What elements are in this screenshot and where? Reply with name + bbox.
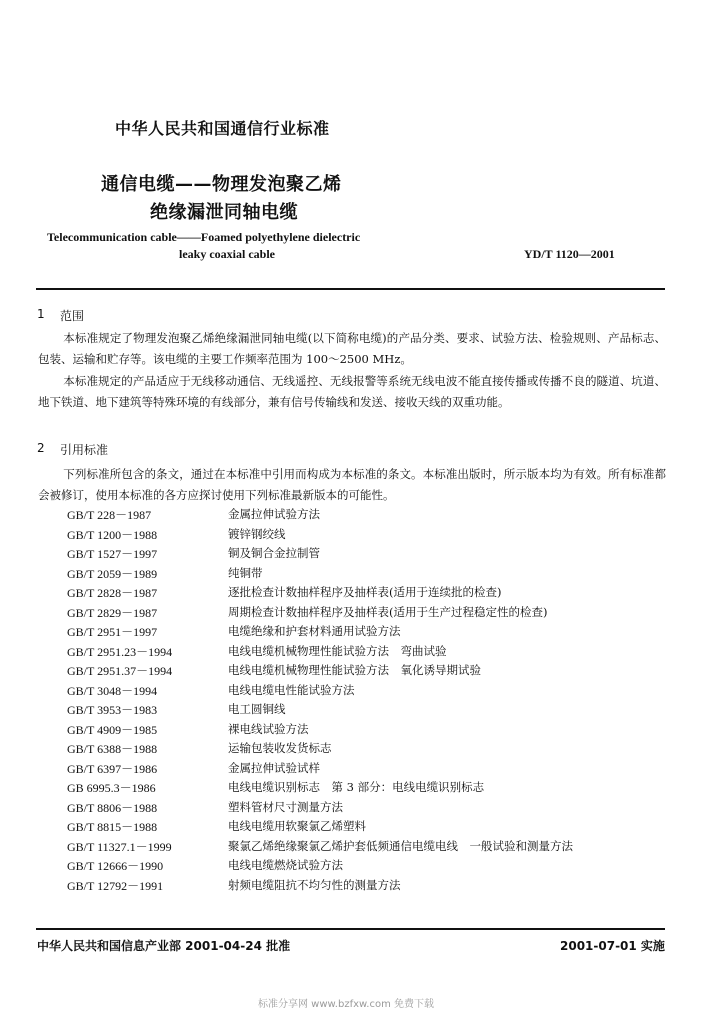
- reference-title: 铜及铜合金拉制管: [228, 546, 320, 560]
- reference-title: 周期检查计数抽样程序及抽样表(适用于生产过程稳定性的检查): [228, 604, 548, 619]
- standard-body-title: 中华人民共和国通信行业标准: [115, 119, 330, 138]
- reference-title: 电线电缆识别标志 第 3 部分：电线电缆识别标志: [228, 780, 485, 794]
- reference-title: 金属拉伸试验试样: [228, 760, 320, 775]
- reference-code: GB/T 2828－1987: [67, 586, 158, 600]
- reference-code: GB/T 2059－1989: [67, 566, 158, 581]
- reference-title: 裸电线试验方法: [228, 721, 309, 736]
- title-en-line2: leaky coaxial cable: [179, 247, 275, 261]
- reference-code: GB 6995.3－1986: [67, 781, 156, 795]
- section2-title: 引用标准: [60, 443, 109, 457]
- reference-title: 电线电缆用软聚氯乙烯塑料: [228, 819, 366, 833]
- section1-number: 1: [37, 307, 45, 321]
- reference-title: 金属拉伸试验方法: [228, 507, 320, 521]
- reference-title: 运输包装收发货标志: [228, 741, 332, 755]
- reference-code: GB/T 1200－1988: [67, 527, 158, 542]
- reference-code: GB/T 2951.23－1994: [67, 644, 173, 659]
- section1-paragraph-2: 本标准规定的产品适应于无线移动通信、无线遥控、无线报警等系统无线电波不能直接传播或传播不良的隧道、坑道、地下铁道、地下建筑等特殊环境的有线部分，兼有信号传输线和发送、接收天线的双重功能。: [38, 374, 666, 409]
- reference-title: 射频电缆阻抗不均匀性的测量方法: [228, 877, 401, 892]
- reference-code: GB/T 3953－1983: [67, 703, 158, 717]
- reference-title: 电线电缆燃烧试验方法: [228, 858, 343, 872]
- reference-code: GB/T 12792－1991: [67, 878, 164, 893]
- reference-code: GB/T 8815－1988: [67, 820, 158, 834]
- reference-code: GB/T 2951.37－1994: [67, 664, 173, 678]
- reference-title: 镀锌钢绞线: [228, 526, 286, 541]
- reference-code: GB/T 2951－1997: [67, 625, 158, 639]
- section2-number: 2: [37, 441, 45, 455]
- section2-paragraph-1: 下列标准所包含的条文，通过在本标准中引用而构成为本标准的条文。本标准出版时，所示版本均为有效。所有标准都会被修订，使用本标准的各方应探讨使用下列标准最新版本的可能性。: [38, 467, 666, 502]
- reference-code: GB/T 3048－1994: [67, 683, 158, 698]
- title-cn-line2: 绝缘漏泄同轴电缆: [150, 202, 298, 223]
- reference-title: 电缆绝缘和护套材料通用试验方法: [228, 624, 401, 638]
- reference-code: GB/T 1527－1997: [67, 547, 158, 561]
- implementation-date: 2001-07-01 实施: [560, 939, 665, 953]
- reference-code: GB/T 8806－1988: [67, 800, 158, 815]
- reference-code: GB/T 228－1987: [67, 508, 152, 522]
- title-en-line1: Telecommunication cable——Foamed polyethylene dielectric: [47, 230, 361, 244]
- reference-title: 纯铜带: [228, 565, 263, 580]
- approval-text: 中华人民共和国信息产业部 2001-04-24 批准: [37, 939, 291, 953]
- reference-title: 电线电缆机械物理性能试验方法 弯曲试验: [228, 643, 447, 658]
- reference-title: 逐批检查计数抽样程序及抽样表(适用于连续批的检查): [228, 585, 502, 599]
- reference-code: GB/T 12666－1990: [67, 859, 164, 873]
- section1-title: 范围: [60, 309, 85, 323]
- reference-code: GB/T 6388－1988: [67, 742, 158, 756]
- reference-code: GB/T 4909－1985: [67, 722, 158, 737]
- reference-code: GB/T 11327.1－1999: [67, 839, 172, 854]
- standard-number: YD/T 1120—2001: [524, 247, 615, 261]
- reference-code: GB/T 2829－1987: [67, 605, 158, 620]
- section1-paragraph-1: 本标准规定了物理发泡聚乙烯绝缘漏泄同轴电缆(以下简称电缆)的产品分类、要求、试验方法、检验规则、产品标志、包装、运输和贮存等。该电缆的主要工作频率范围为 100～2500 MHz。: [38, 331, 666, 366]
- reference-title: 塑料管材尺寸测量方法: [228, 799, 343, 814]
- watermark-text: 标准分享网 www.bzfxw.com 免费下载: [258, 999, 434, 1010]
- footer-divider: [36, 928, 665, 930]
- reference-title: 电工圆铜线: [228, 702, 286, 716]
- reference-title: 电线电缆电性能试验方法: [228, 682, 355, 697]
- title-cn-line1: 通信电缆——物理发泡聚乙烯: [101, 174, 342, 195]
- reference-title: 电线电缆机械物理性能试验方法 氧化诱导期试验: [228, 663, 481, 677]
- reference-title: 聚氯乙烯绝缘聚氯乙烯护套低频通信电缆电线 一般试验和测量方法: [228, 838, 573, 853]
- header-divider: [36, 288, 665, 290]
- reference-code: GB/T 6397－1986: [67, 761, 158, 776]
